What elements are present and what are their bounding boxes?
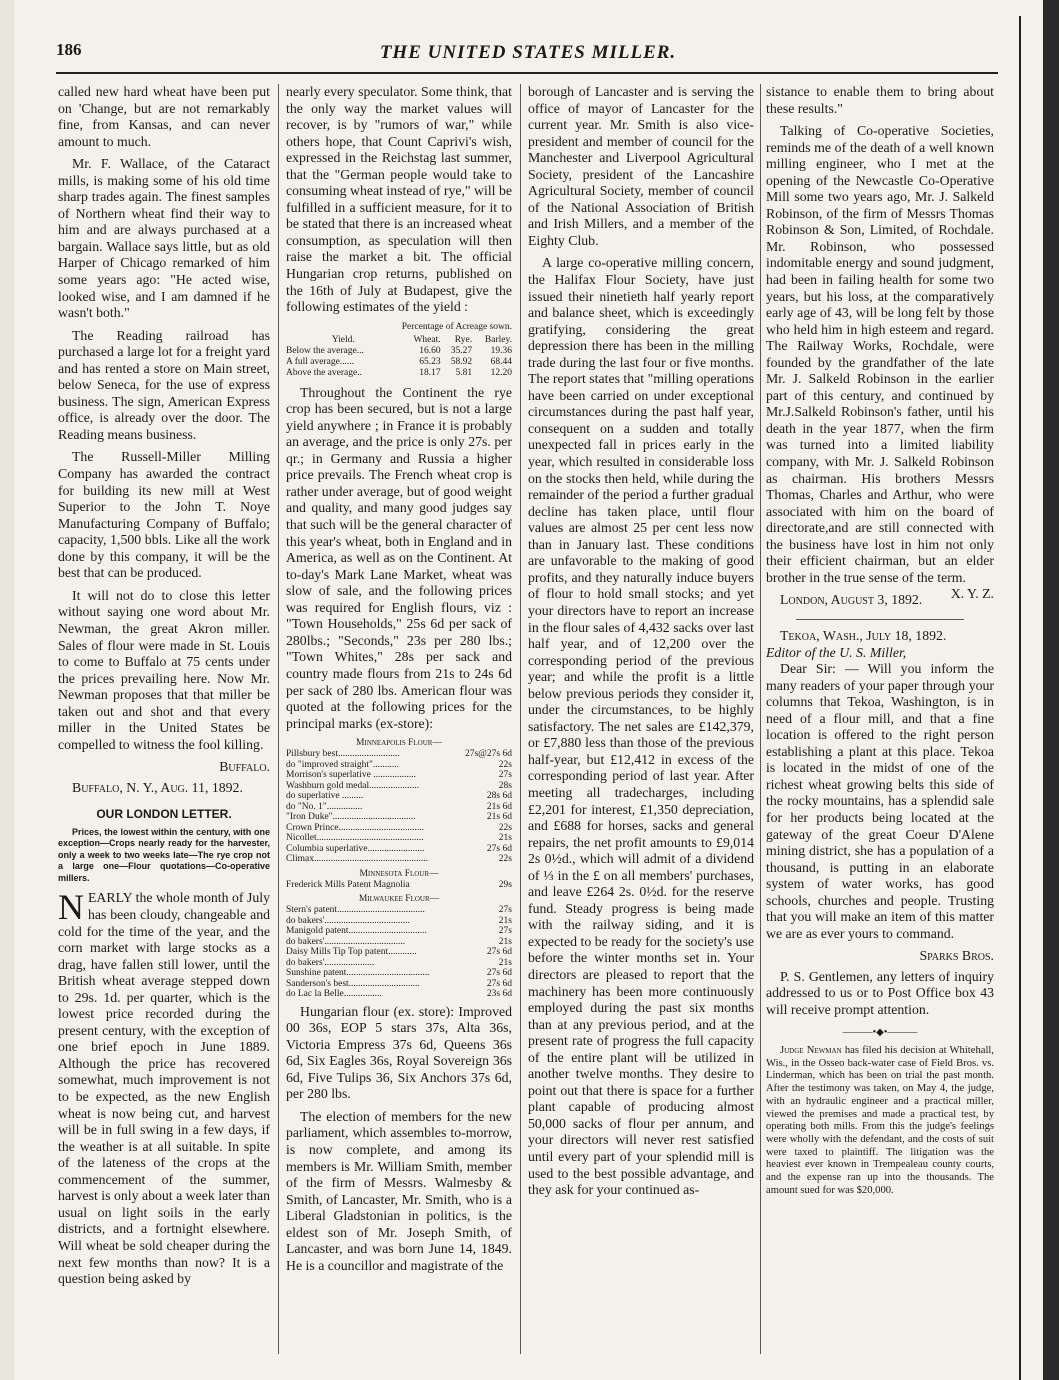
table-row (286, 854, 512, 865)
flour-price: 27s 6d (486, 947, 512, 958)
flour-brand: Climax................................................ (286, 854, 428, 865)
flour-price: 27s (498, 905, 512, 916)
article-subhead: Prices, the lowest within the century, with one exception—Crops nearly ready for the harvester, only a week to two weeks late—The rye crop not a large one—Flour quotations—Co-operative millers. (58, 826, 270, 883)
flour-brand: Sanderson's best.............................. (286, 978, 420, 989)
flour-price: 22s (498, 759, 512, 770)
paragraph: A large co-operative milling concern, the Halifax Flour Society, have just issued their ninetieth half yearly report and balance sheet, which is exceedingly gratifying, considering the great depression there has been in the milling trade during the last four or five months. The report states that "milling operations have been carried on under exceptional circumstances during the past half year, consequent on a sudden and totally unexpected fall in prices early in the year, which resulted in considerable loss on the stocks then held, while during the remainder of the period a further gradual decline has taken place, until flour values are almost 25 per cent less now than in January last. These conditions are unfavorable to the making of good profits, and they naturally induce buyers of flour to hold small stocks; and yet your directors have to report an increase in the flour sales of 4,432 sacks over last half year, and of 12,200 over the corresponding period of the previous year; and while the profit is a little below previous periods they consider it, under the circumstances, to be highly satisfactory. The net sales are £142,379, or £7,880 less than those of the previous half-year, but £12,412 in excess of the corresponding period of last year. After meeting all tradecharges, including £2,201 for interest, £1,350 depreciation, and £688 for horses, sacks and general repairs, the net profit amounts to £9,014 2s 0½d., which will admit of a dividend of ⅓ in the £ on all members' purchases, and leave £264 2s. 0½d. for the reserve fund. Steady progress is being made with the railway siding, and it is expected to be ready for the society's use before the winter months set in. Your directors are pleased to report that the machinery has been more continuously employed during the past six months than at any previous period, and at the present rate of progress the full capacity of the entire plant will be utilized in another twelve months. They desire to point out that there is space for a further plant capable of producing almost 50,000 sacks of flour per annum, and your directors will never rest satisfied until every part of your splendid mill is used to the best possible advantage, and they ask for your continued as- (528, 255, 754, 1198)
table-row (286, 937, 512, 948)
flour-price: 28s 6d (486, 791, 512, 802)
column-divider (520, 84, 521, 1354)
flour-brand: do bakers'.................................... (286, 915, 410, 926)
column-divider (278, 84, 279, 1354)
paragraph: Throughout the Continent the rye crop has been secured, but is not a large yield anywhere ; in France it is probably an average, and the price is only 27s. per qr.; in Germany and Russia a higher price prevails. The French wheat crop is rather under average, but of good weight and quality, and many good judges say that such will be the general character of this year's wheat, both in England and in America, as well as on the Continent. At to-day's Mark Lane Market, wheat was slow of sale, and the following prices was required for English flours, viz : "Town Households," 25s 6d per sack of 280lbs.; "Seconds," 23s per 280 lbs.; "Town Whites," 28s per sack and country made flours from 21s to 24s 6d per sack of 280 lbs. American flour was quoted at the following prices for the principal marks (ex-store): (286, 384, 512, 731)
flour-brand: Manigold patent................................. (286, 926, 427, 937)
flour-brand: Frederick Mills Patent Magnolia (286, 879, 410, 890)
flour-price: 21s (498, 936, 512, 947)
price-section-heading: Minnesota Flour— (359, 868, 439, 879)
flour-brand: Crown Prince.................................... (286, 822, 425, 833)
letter-dateline: Buffalo, N. Y., Aug. 11, 1892. (72, 779, 243, 795)
news-item (766, 1045, 994, 1197)
page-number: 186 (56, 40, 82, 59)
flour-brand: do "improved straight"........... (286, 759, 400, 770)
flour-brand: do bakers'.................................. (286, 936, 406, 947)
flour-price: 21s 6d (486, 812, 512, 823)
flour-price: 27s@27s 6d (464, 749, 512, 760)
column-divider (760, 84, 761, 1354)
flour-price: 27s 6d (486, 843, 512, 854)
table-header: Barley. (484, 334, 512, 345)
price-section-heading: Milwaukee Flour— (358, 894, 440, 905)
flour-price: 27s 6d (486, 978, 512, 989)
table-cell: 58.92 (450, 356, 473, 367)
paragraph: The Russell-Miller Milling Company has awarded the contract for building its new mill at West Superior to the John T. Noye Manufacturing Company of Buffalo; capacity, 1,500 bbls. Like all the work done by this company, it will be the best that can be produced. (58, 449, 270, 581)
flour-price: 23s 6d (486, 989, 512, 1000)
flour-price: 27s (498, 926, 512, 937)
table-row (286, 958, 512, 969)
news-item-lead: Judge Newman (780, 1045, 842, 1057)
flour-brand: Nicollet............................................. (286, 833, 424, 844)
table-row (286, 833, 512, 844)
flour-price: 28s (498, 780, 512, 791)
flour-price: 22s (498, 822, 512, 833)
yield-table (286, 335, 512, 379)
flour-brand: Washburn gold medal..................... (286, 780, 420, 791)
minnesota-price-table (286, 880, 512, 891)
paragraph: Mr. F. Wallace, of the Cataract mills, is making some of his old time sharp trades again. The finest samples of Northern wheat find their way to him and are always purchased at a bargain. Wallace says little, but as old Harper of Chicago remarked of him some years ago: "He acted wise, looked wise, and I am damned if he wasn't both." (58, 156, 270, 321)
table-cell: 68.44 (490, 356, 512, 367)
table-cell: 16.60 (419, 345, 441, 356)
paragraph (58, 887, 270, 1287)
column-4 (766, 84, 994, 1380)
flour-price: 21s 6d (486, 801, 512, 812)
flour-brand: Columbia superlative........................ (286, 843, 425, 854)
flour-brand: Pillsbury best.......................... (286, 749, 400, 760)
table-cell: A full average...... (286, 356, 355, 367)
flour-brand: do Lac la Belle................ (286, 989, 382, 1000)
table-row (286, 947, 512, 958)
table-row (286, 368, 512, 379)
letter-salutation: Editor of the U. S. Miller, (766, 644, 907, 660)
paragraph: nearly every speculator. Some think, that the only way the market values will recover, is by "rumors of war," while others hope, that Count Caprivi's wish, expressed in the Reichstag last summer, that the "German people would take to consuming wheat instead of rye," will be fulfilled in a sufficient measure, for it to be stated that there is an increased wheat consumption, as speculation will then raise the market a bit. The official Hungarian crop returns, published on the 16th of July at Budapest, give the following estimates of the yield : (286, 84, 512, 315)
column-1 (58, 84, 270, 1380)
table-row (286, 989, 512, 1000)
yield-table-title: Percentage of Acreage sown. (401, 321, 512, 332)
masthead-title: THE UNITED STATES MILLER. (379, 42, 677, 63)
table-cell: Above the average.. (286, 367, 362, 378)
table-row (286, 781, 512, 792)
letter-signature: Sparks Bros. (919, 948, 994, 964)
table-row (286, 880, 512, 891)
table-row (286, 926, 512, 937)
binding-edge (1043, 0, 1059, 1380)
flour-brand: do "No. 1"............... (286, 801, 363, 812)
flour-price: 29s (498, 879, 512, 890)
paragraph-text: Talking of Co-operative Societies, reminds me of the death of a well known milling engineer, who I met at the opening of the Newcastle Co-Operative Mill some two years ago, Mr. J. Salkeld Robinson, of the firm of Messrs Thomas Robinson & Son, Limited, of Rochdale. Mr. Robinson, who possessed indomitable energy and sound judgment, had been in failing health for some two years, but his loss, at the comparatively early age of 43, will be long felt by those who held him in high esteem and regard. The Railway Works, Rochdale, were founded by the grandfather of the late Mr. J. Salkeld Robinson in the earlier part of this century, and continued by Mr.J.Salkeld Robinson's father, until his death in the year 1877, when the firm was turned into a limited liability company, with Mr. J. Salkeld Robinson as chairman. His brothers Messrs Thomas, Charles and Arthur, who were associated with him on the board of directorate,and are still connected with the business have lost in him not only their efficient chairman, but an elder brother in the true sense of the term. (766, 123, 994, 585)
table-row (286, 916, 512, 927)
table-row (286, 760, 512, 771)
table-cell: 12.20 (490, 367, 512, 378)
article-heading: OUR LONDON LETTER. (96, 807, 232, 822)
table-cell: 35.27 (450, 345, 473, 356)
flour-brand: Morrison's superlative .................. (286, 770, 416, 781)
column-2 (286, 84, 512, 1380)
paragraph: sistance to enable them to bring about these results." (766, 84, 994, 116)
table-header: Wheat. (413, 334, 441, 345)
minneapolis-price-table (286, 749, 512, 865)
table-cell: 65.23 (419, 356, 441, 367)
table-cell: Below the average... (286, 345, 364, 356)
price-section-heading: Minneapolis Flour— (356, 738, 442, 749)
table-row (286, 979, 512, 990)
flour-brand: "Iron Duke"................................... (286, 812, 416, 823)
table-row (286, 823, 512, 834)
table-row (286, 770, 512, 781)
table-row (286, 791, 512, 802)
news-item-text: has filed his decision at Whitehall, Wis., in the Osseo back-water case of Field Bros. vs. Linderman, which has been on trial the past month. After the testimony was taken, on May 4, the judge, with an hydraulic engineer and a practical miller, viewed the premises and made a practical test, by operating both mills. From this the judge's feelings were wholly with the defendant, and the costs of suit were taxed to plaintiff. The litigation was the heaviest ever known in Trempealeau county courts, and the expense ran up into the thousands. The amount sued for was $20,000. (766, 1045, 994, 1196)
flour-price: 27s (498, 770, 512, 781)
paragraph: Dear Sir: — Will you inform the many readers of your paper through your columns that Tekoa, Washington, is in need of a flour mill, and that a fine location is offered to the right person establishing a plant at this place. Tekoa is located in the midst of one of the richest wheat growing belts this side of the rocky mountains, has a splendid sale for her products being located at the gateway of the great Coeur D'Alene mining district, she has a population of a thousand, is putting in an elaborate system of water works, has good schools, churches and people. Trusting that you will make an item of this matter we are as ever yours to command. (766, 661, 994, 941)
table-row (286, 905, 512, 916)
drop-cap: N (58, 887, 84, 928)
table-row (286, 968, 512, 979)
letter-signature: Buffalo. (219, 759, 270, 775)
flour-brand: Stern's patent..................................... (286, 905, 425, 916)
paragraph: called new hard wheat have been put on 'Change, but are not remarkably fine, from Kansas, and can never amount to much. (58, 84, 270, 149)
paragraph: P. S. Gentlemen, any letters of inquiry addressed to us or to Post Office box 43 will receive prompt attention. (766, 968, 994, 1017)
page-border-right (1019, 16, 1021, 1380)
flour-price: 22s (498, 854, 512, 865)
table-header: Yield. (331, 334, 355, 345)
table-row (286, 749, 512, 760)
flour-brand: Sunshine patent................................... (286, 968, 430, 979)
paragraph: Hungarian flour (ex. store): Improved 00 36s, EOP 5 stars 37s, Alta 36s, Victoria Empress 37s 6d, Queens 36s 6d, Six Eagles 36s, Royal Sovereign 36s 6d, Five Tulips 36, Six Anchors 37s 6d, per 280 lbs. (286, 1003, 512, 1102)
page-header (56, 40, 1000, 70)
letter-signature: X. Y. Z. (950, 586, 994, 602)
flour-price: 21s (498, 833, 512, 844)
table-row (286, 357, 512, 368)
flour-price: 27s 6d (486, 968, 512, 979)
flour-brand: Daisy Mills Tip Top patent............ (286, 947, 417, 958)
table-row (286, 346, 512, 357)
section-rule (796, 619, 964, 620)
paragraph: The election of members for the new parliament, which assembles to-morrow, is now complete, and among its members is Mr. William Smith, member of the firm of Messrs. Walmesby & Smith, of Lancaster, Mr. Smith, who is a Liberal Gladstonian in politics, is the eldest son of Mr. Joseph Smith, of Lancaster, and was born June 14, 1849. He is a councillor and magistrate of the (286, 1108, 512, 1273)
paragraph-text: EARLY the whole month of July has been cloudy, changeable and cold for the time of the year, and the corn market with large stocks as a drag, have fallen still lower, until the British wheat average stepped down to 29s. 1d. per quarter, which is the lowest price recorded during the present century, with the exception of one brief epoch in June 1889. Although the price has recovered somewhat, much improvement is not to be expected, as the new English wheat is now being cut, and harvest will be in full swing in a few days, if the weather is at all suitable. In spite of the lateness of the crops at the commencement of the summer, harvest is only about a week later than usual on light soils in the early districts, and a fortnight elsewhere. Will wheat be sold cheaper during the next few months than now? It is a question being asked by (58, 890, 270, 1287)
flour-price: 21s (498, 957, 512, 968)
paragraph: borough of Lancaster and is serving the office of mayor of Lancaster for the current year. Mr. Smith is also vice-president and member of council for the Manchester and Liverpool Agricultural Society, president of the Lancashire Agricultural Society, member of council of the National Association of British and Irish Millers, and a member of the Eighty Club. (528, 84, 754, 248)
paragraph: It will not do to close this letter without saying one word about Mr. Newman, the great Akron miller. Sales of flour were made in St. Louis to come to Buffalo at 75 cents under the prices prevailing here. Now Mr. Newman proposes that that miller be taken out and shot and that every miller in the United States be compelled to witness the fool killing. (58, 587, 270, 752)
table-cell: 19.36 (490, 345, 512, 356)
letter-dateline: London, August 3, 1892. (780, 592, 923, 608)
column-3 (528, 84, 754, 1380)
letter-dateline: Tekoa, Wash., July 18, 1892. (780, 627, 947, 643)
table-row (286, 802, 512, 813)
table-header: Rye. (454, 334, 473, 345)
header-rule (56, 72, 998, 74)
table-cell: 5.81 (455, 367, 473, 378)
flour-price: 21s (498, 915, 512, 926)
table-cell: 18.17 (419, 367, 441, 378)
flour-brand: do bakers'..................... (286, 957, 375, 968)
table-row (286, 844, 512, 855)
flour-brand: do superlative ......... (286, 791, 364, 802)
milwaukee-price-table (286, 905, 512, 1000)
table-header-row (286, 335, 512, 346)
paragraph: The Reading railroad has purchased a large lot for a freight yard and has rented a store on Main street, below Seneca, for the use of express business. The sign, American Express office, is already over the door. The Reading means business. (58, 327, 270, 442)
table-row (286, 812, 512, 823)
ornamental-divider: ———•◆•——— (842, 1026, 918, 1038)
